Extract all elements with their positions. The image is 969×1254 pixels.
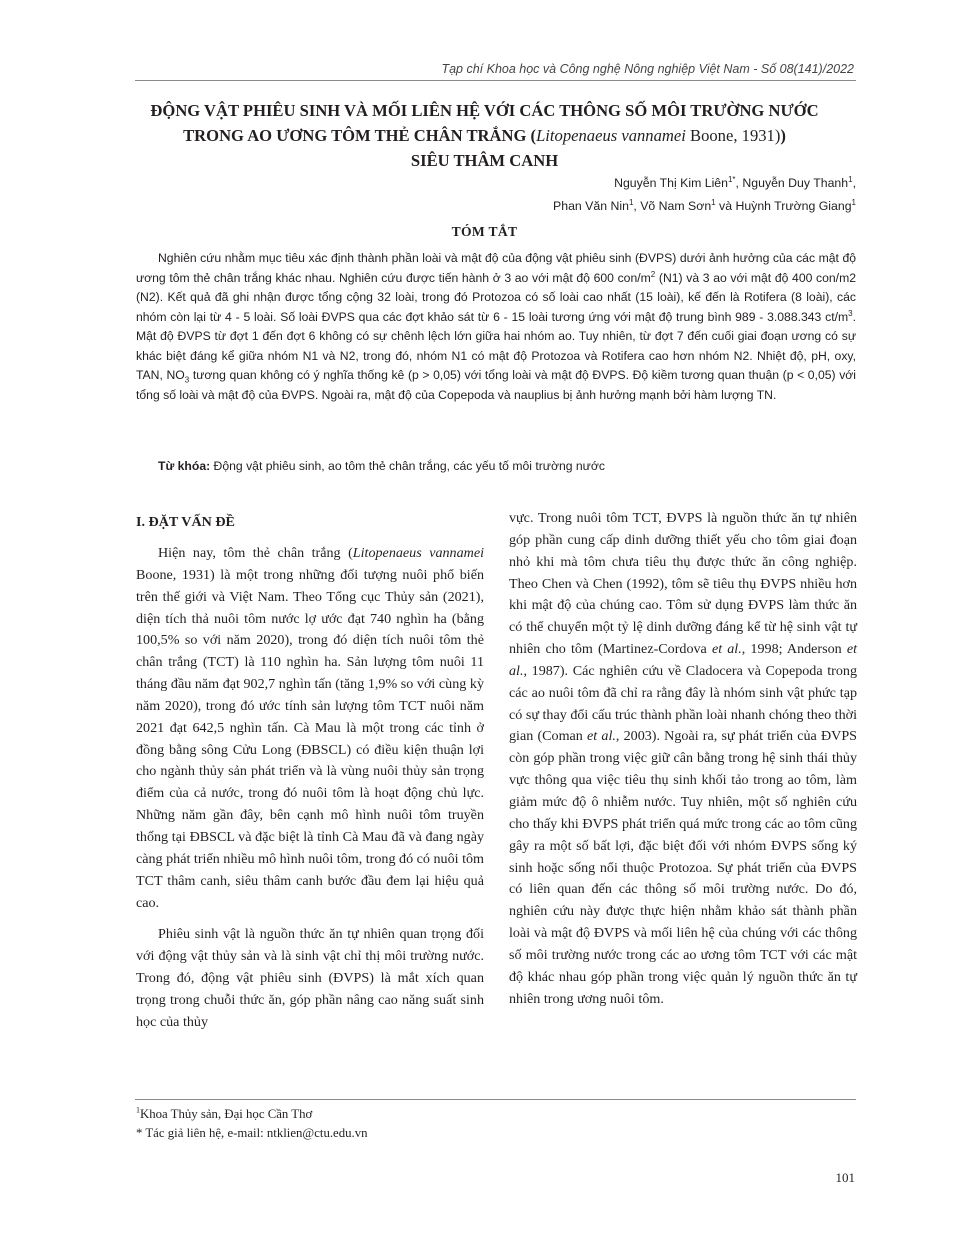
title-line-2: TRONG AO ƯƠNG TÔM THẺ CHÂN TRẮNG (Litopenaeus vannamei Boone, 1931)) — [183, 126, 786, 145]
abstract-heading: TÓM TẮT — [451, 224, 518, 239]
abstract-body — [136, 249, 856, 405]
footnote-affiliation: $^1$Khoa Thủy sản, Đại học Cần Thơ — [136, 1105, 313, 1121]
keywords-label: Từ khóa: — [158, 459, 211, 473]
author-affiliation-mark: 1 — [851, 197, 856, 207]
left-column — [136, 512, 484, 1044]
author-list — [553, 172, 856, 218]
title-line-2-prefix: TRONG AO ƯƠNG TÔM THẺ CHÂN TRẮNG ( — [183, 126, 537, 145]
author-affiliation-mark: 1* — [727, 174, 736, 184]
body-paragraph: vực. Trong nuôi tôm TCT, ĐVPS là nguồn thức ăn tự nhiên góp phần cung cấp dinh dưỡng thiết yếu cho tôm giai đoạn nhỏ khi mà tôm chưa tiêu thụ được thức ăn công nghiệp. Theo Chen và Chen (1992), tôm sẽ tiêu thụ ĐVPS nhiều hơn khi mật độ của chúng cao. Tôm sử dụng ĐVPS làm thức ăn có thể chuyển một tỷ lệ dinh dưỡng đáng kể từ hệ sinh vật tự nhiên cho tôm (Martinez-Cordova et al., 1998; Anderson et al., 1987). Các nghiên cứu về Cladocera và Copepoda trong các ao nuôi tôm đã chỉ ra rằng đây là nhóm sinh vật phức tạp có sự thay đổi cấu trúc thành phần loài nhanh chóng theo thời gian (Coman et al., 2003). Ngoài ra, sự phát triển của ĐVPS còn góp phần trong việc giữ cân bằng trong hệ sinh thái thủy vực thông qua việc tiêu thụ sinh khối tảo trong ao tôm, làm giảm mức độ ô nhiễm nước. Tuy nhiên, một số nghiên cứu cho thấy khi ĐVPS phát triển quá mức trong các ao tôm cũng gây ra một số bất lợi, đặc biệt đối với nhóm ĐVPS sống ký sinh hoặc sống nổi thuộc Protozoa. Sự phát triển của ĐVPS có liên quan đến các thông số môi trường nước. Do đó, nghiên cứu này được thực hiện nhằm khảo sát thành phần loài và mật độ ĐVPS và mối liên hệ của chúng với các thông số môi trường nước trong các ao ương tôm TCT với các mật độ khác nhau góp phần trong việc quản lý nguồn thức ăn tự nhiên trong ương nuôi tôm. — [509, 510, 858, 1007]
author-affiliation-mark: 1 — [628, 197, 634, 207]
right-column — [509, 508, 857, 1020]
title-species: Litopenaeus vannamei — [536, 126, 686, 145]
keywords — [158, 457, 856, 476]
author-line-1 — [553, 172, 856, 195]
author-name: Nguyễn Thị Kim Liên — [614, 176, 728, 190]
section-heading: I. ĐẶT VẤN ĐỀ — [136, 514, 235, 530]
body-paragraph: Phiêu sinh vật là nguồn thức ăn tự nhiên quan trọng đối với động vật thủy sản và là sinh vật chỉ thị môi trường nước. Trong đó, động vật phiêu sinh (ĐVPS) là mắt xích quan trọng trong chuỗi thức ăn, góp phần nâng cao năng suất sinh học của thủy — [136, 926, 484, 1030]
author-name: , Võ Nam Sơn — [633, 199, 712, 213]
author-name: Phan Văn Nin — [553, 199, 629, 213]
footnote-contact: * Tác giả liên hệ, e-mail: ntklien@ctu.edu.vn — [136, 1126, 368, 1140]
page-number: 101 — [835, 1170, 855, 1185]
author-affiliation-mark: 1 — [848, 174, 853, 184]
footnote-rule — [135, 1099, 856, 1100]
abstract-paragraph: Nghiên cứu nhằm mục tiêu xác định thành phần loài và mật độ của động vật phiêu sinh (ĐVPS) dưới ảnh hưởng của các mật độ ương tôm thẻ chân trắng khác nhau. Nghiên cứu được tiến hành ở 3 ao với mật độ 600 con/$m^2$ (N1) và 3 ao với mật độ 400 con/m2 (N2). Kết quả đã ghi nhận được tổng cộng 32 loài, trong đó Protozoa có số loài cao nhất (15 loài), kế đến là Rotifera (8 loài), các nhóm còn lại từ 4 - 5 loài. Số loài ĐVPS qua các đợt khảo sát từ 6 - 15 loài tương ứng với mật độ trung bình 989 - 3.088.343 $ct/m^3$. Mật độ ĐVPS từ đợt 1 đến đợt 6 không có sự chênh lệch lớn giữa hai nhóm ao. Tuy nhiên, từ đợt 7 đến cuối giai đoạn ương có sự khác biệt đáng kể giữa nhóm N1 và N2, trong đó, nhóm N1 có mật độ Protozoa và Rotifera cao hơn nhóm N2. Nhiệt độ, pH, oxy, TAN, $NO_3$ tương quan không có ý nghĩa thống kê (p > 0,05) với tổng loài và mật độ ĐVPS. Độ kiềm tương quan thuận (p < 0,05) với tổng số loài và mật độ của ĐVPS. Ngoài ra, mật độ của Copepoda và nauplius bị ảnh hưởng mạnh bởi hàm lượng TN. — [136, 251, 857, 402]
author-name: , Nguyễn Duy Thanh — [735, 176, 849, 190]
author-separator: , — [852, 176, 856, 190]
author-line-2 — [553, 195, 856, 218]
author-name: và Huỳnh Trường Giang — [715, 199, 852, 213]
author-affiliation-mark: 1 — [711, 197, 716, 207]
title-line-3: SIÊU THÂM CANH — [410, 151, 559, 170]
header-rule — [135, 80, 856, 81]
article-title — [112, 98, 857, 173]
keywords-text: Động vật phiêu sinh, ao tôm thẻ chân trắng, các yếu tố môi trường nước — [210, 459, 605, 473]
title-line-1: ĐỘNG VẬT PHIÊU SINH VÀ MỐI LIÊN HỆ VỚI CÁC THÔNG SỐ MÔI TRƯỜNG NƯỚC — [150, 101, 819, 120]
body-paragraph: Hiện nay, tôm thẻ chân trắng (Litopenaeus vannamei Boone, 1931) là một trong những đối tượng nuôi phổ biến trên thế giới và Việt Nam. Theo Tổng cục Thủy sản (2021), diện tích thả nuôi tôm nước lợ ước đạt 740 nghìn ha (bằng 100,5% so với năm 2020), trong đó diện tích nuôi tôm thẻ chân trắng (TCT) là 110 nghìn ha. Sản lượng tôm nuôi 11 tháng đầu năm đạt 902,7 nghìn tấn (tăng 1,9% so với cùng kỳ năm 2020), trong đó ước tính sản lượng tôm TCT nuôi năm 2021 đạt 642,5 nghìn tấn. Cà Mau là một trong các tỉnh ở đồng bằng sông Cửu Long (ĐBSCL) có điều kiện thuận lợi cho ngành thủy sản phát triển và là vùng nuôi thủy sản trọng điểm của cả nước, trong đó nuôi tôm là hoạt động chủ lực. Những năm gần đây, bên cạnh mô hình nuôi tôm truyền thống tại ĐBSCL và đặc biệt là tỉnh Cà Mau đã và đang ngày càng phát triển nhiều mô hình nuôi tôm, trong đó có nuôi tôm TCT thâm canh, siêu thâm canh bước đầu đem lại hiệu quả cao. — [136, 545, 484, 911]
title-line-2-suffix: Boone, 1931) — [685, 126, 781, 145]
footnotes — [136, 1105, 368, 1143]
journal-header: Tạp chí Khoa học và Công nghệ Nông nghiệp Việt Nam - Số 08(141)/2022 — [441, 62, 854, 76]
